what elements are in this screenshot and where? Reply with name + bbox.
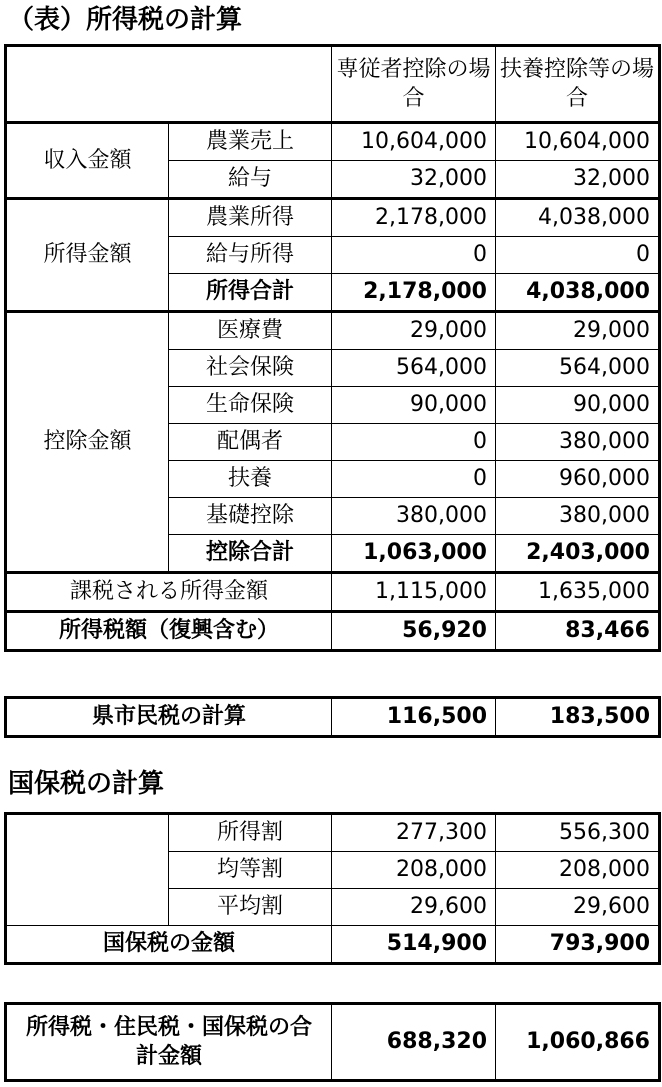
section-label-deductions: 控除金額 xyxy=(6,312,169,573)
row-label: 均等割 xyxy=(169,852,332,889)
value-col2: 29,600 xyxy=(496,889,660,926)
value-col2: 564,000 xyxy=(496,350,660,387)
value-col2: 0 xyxy=(496,237,660,274)
table-row xyxy=(6,312,660,350)
row-label: 給与所得 xyxy=(169,237,332,274)
row-label: 給与 xyxy=(169,161,332,199)
row-label: 医療費 xyxy=(169,312,332,350)
value-col2: 32,000 xyxy=(496,161,660,199)
value-col1: 514,900 xyxy=(332,926,496,964)
row-label: 農業売上 xyxy=(169,123,332,161)
grand-total-row xyxy=(6,1004,660,1081)
value-col1: 0 xyxy=(332,237,496,274)
value-col2: 83,466 xyxy=(496,612,660,651)
value-col2: 556,300 xyxy=(496,814,660,852)
row-label: 平均割 xyxy=(169,889,332,926)
row-label: 県市民税の計算 xyxy=(6,698,332,737)
value-col1: 2,178,000 xyxy=(332,274,496,312)
value-col1: 2,178,000 xyxy=(332,199,496,237)
row-label: 基礎控除 xyxy=(169,498,332,535)
value-col1: 1,115,000 xyxy=(332,573,496,612)
kokuho-title: 国保税の計算 xyxy=(8,769,165,799)
section-label-income: 収入金額 xyxy=(6,123,169,199)
table-row xyxy=(6,814,660,852)
value-col2: 380,000 xyxy=(496,424,660,461)
value-col2: 4,038,000 xyxy=(496,199,660,237)
income-tax-row xyxy=(6,612,660,651)
value-col1: 116,500 xyxy=(332,698,496,737)
row-label: 所得税額（復興含む） xyxy=(6,612,332,651)
page-title: （表）所得税の計算 xyxy=(8,5,243,35)
column-header-2: 扶養控除等の場合 xyxy=(496,46,660,123)
header-row xyxy=(6,46,660,123)
value-col1: 688,320 xyxy=(332,1004,496,1081)
income-tax-table xyxy=(4,44,661,652)
header-blank-cell xyxy=(6,46,332,123)
section-label-earnings: 所得金額 xyxy=(6,199,169,312)
value-col2: 380,000 xyxy=(496,498,660,535)
value-col1: 1,063,000 xyxy=(332,535,496,573)
value-col1: 29,000 xyxy=(332,312,496,350)
row-label: 社会保険 xyxy=(169,350,332,387)
value-col1: 208,000 xyxy=(332,852,496,889)
value-col2: 960,000 xyxy=(496,461,660,498)
row-label: 所得合計 xyxy=(169,274,332,312)
value-col1: 277,300 xyxy=(332,814,496,852)
value-col1: 32,000 xyxy=(332,161,496,199)
value-col1: 56,920 xyxy=(332,612,496,651)
value-col1: 0 xyxy=(332,461,496,498)
row-label: 扶養 xyxy=(169,461,332,498)
value-col2: 2,403,000 xyxy=(496,535,660,573)
grand-total-table xyxy=(4,1002,661,1082)
row-label: 農業所得 xyxy=(169,199,332,237)
resident-tax-row xyxy=(6,698,660,737)
value-col1: 10,604,000 xyxy=(332,123,496,161)
row-label: 生命保険 xyxy=(169,387,332,424)
row-label: 配偶者 xyxy=(169,424,332,461)
value-col2: 90,000 xyxy=(496,387,660,424)
value-col1: 564,000 xyxy=(332,350,496,387)
resident-tax-table xyxy=(4,696,661,738)
row-label: 課税される所得金額 xyxy=(6,573,332,612)
row-label: 控除合計 xyxy=(169,535,332,573)
value-col1: 29,600 xyxy=(332,889,496,926)
value-col1: 0 xyxy=(332,424,496,461)
kokuho-table xyxy=(4,812,661,965)
blank-cell xyxy=(6,814,169,926)
taxable-income-row xyxy=(6,573,660,612)
value-col2: 793,900 xyxy=(496,926,660,964)
row-label: 所得税・住民税・国保税の合計金額 xyxy=(6,1004,332,1081)
kokuho-total-row xyxy=(6,926,660,964)
table-row xyxy=(6,199,660,237)
table-row xyxy=(6,123,660,161)
value-col2: 4,038,000 xyxy=(496,274,660,312)
value-col2: 1,635,000 xyxy=(496,573,660,612)
value-col2: 183,500 xyxy=(496,698,660,737)
value-col2: 10,604,000 xyxy=(496,123,660,161)
value-col2: 29,000 xyxy=(496,312,660,350)
value-col2: 208,000 xyxy=(496,852,660,889)
value-col2: 1,060,866 xyxy=(496,1004,660,1081)
row-label: 国保税の金額 xyxy=(6,926,332,964)
row-label: 所得割 xyxy=(169,814,332,852)
value-col1: 380,000 xyxy=(332,498,496,535)
value-col1: 90,000 xyxy=(332,387,496,424)
column-header-1: 専従者控除の場合 xyxy=(332,46,496,123)
